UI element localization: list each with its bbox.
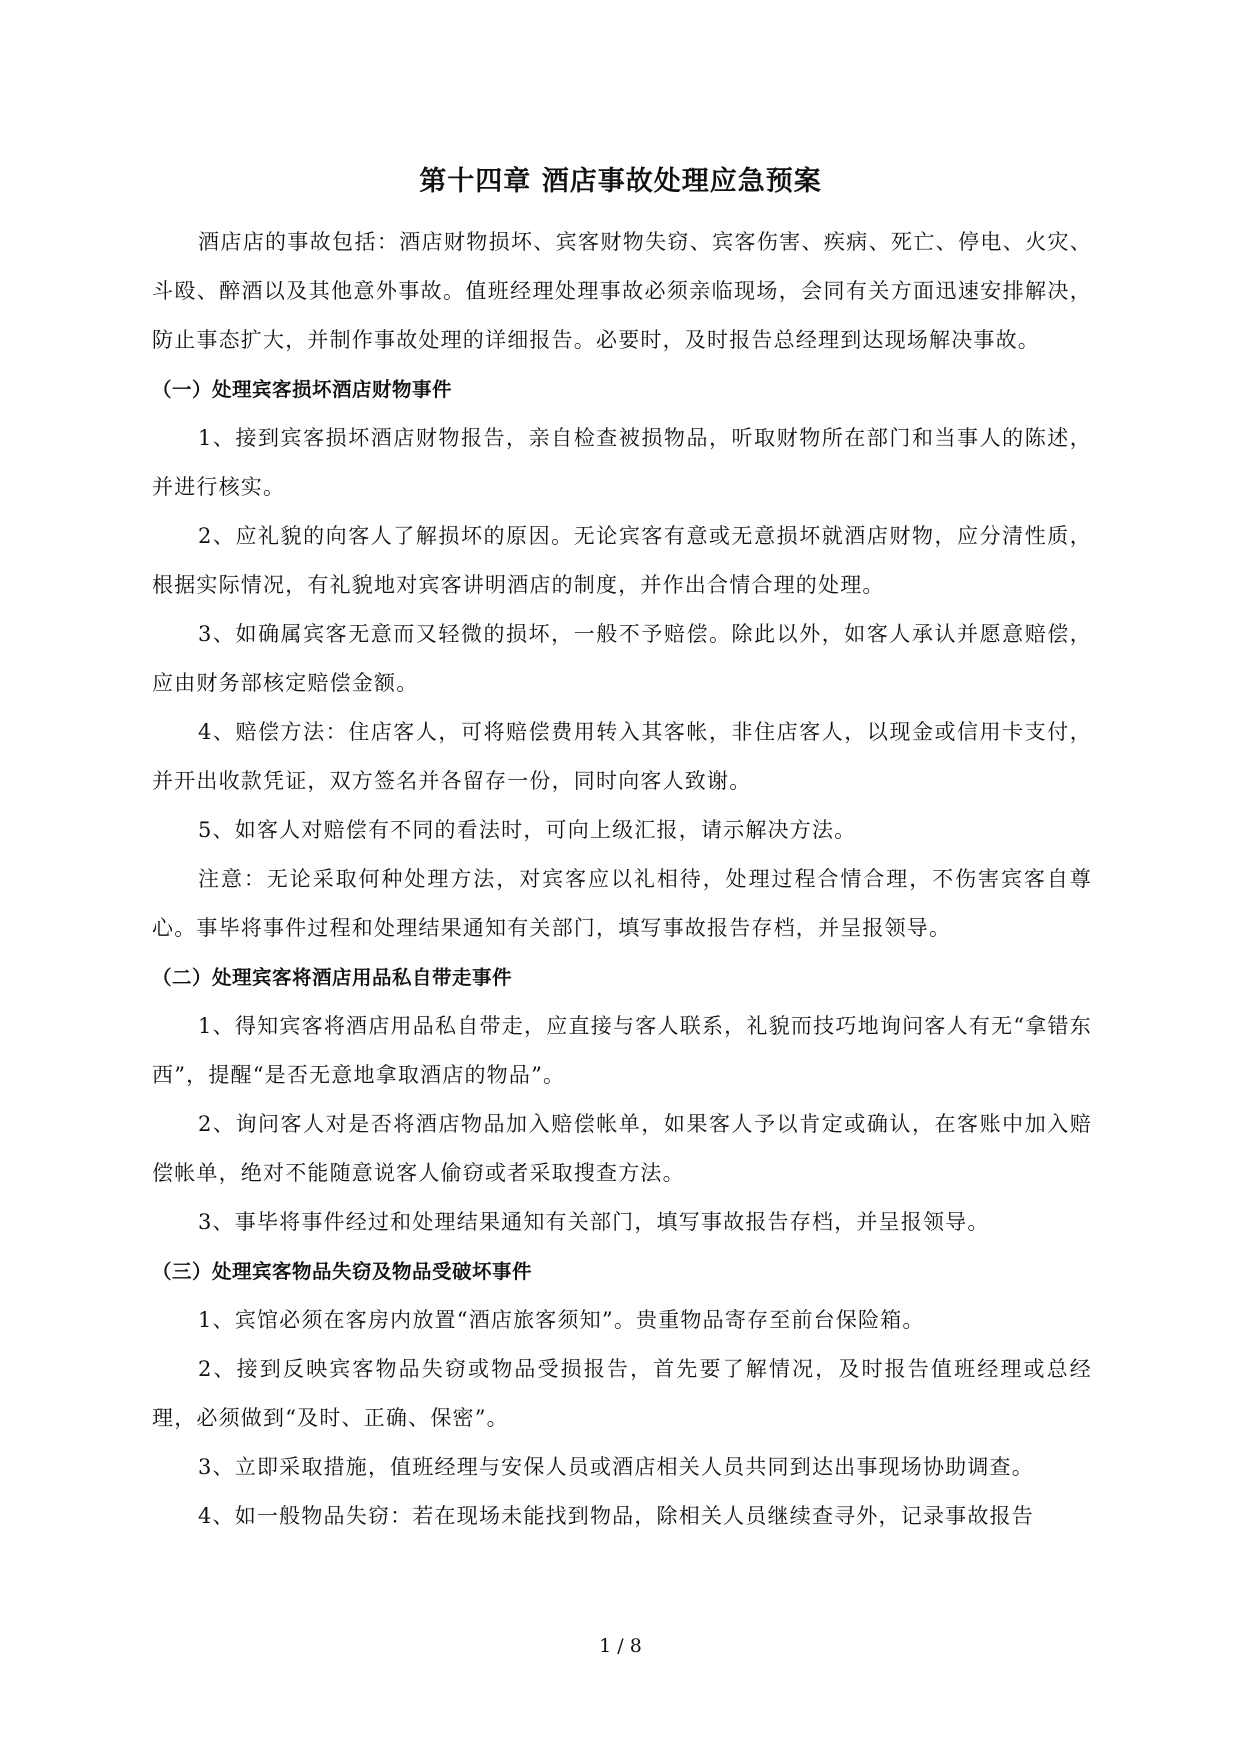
section-item: 4、赔偿方法：住店客人，可将赔偿费用转入其客帐，非住店客人，以现金或信用卡支付，并开出收款凭证，双方签名并各留存一份，同时向客人致谢。 [152, 720, 1092, 793]
section-item: 3、立即采取措施，值班经理与安保人员或酒店相关人员共同到达出事现场协助调查。 [198, 1455, 1034, 1479]
section-item: 4、如一般物品失窃：若在现场未能找到物品，除相关人员继续查寻外，记录事故报告 [198, 1504, 1034, 1528]
section-heading: （一）处理宾客损坏酒店财物事件 [152, 378, 453, 401]
section-item: 1、宾馆必须在客房内放置“酒店旅客须知”。贵重物品寄存至前台保险箱。 [198, 1308, 925, 1332]
page-number: 1 / 8 [599, 1635, 642, 1657]
document-body [152, 218, 1092, 1541]
section-note: 注意：无论采取何种处理方法，对宾客应以礼相待，处理过程合情合理，不伤害宾客自尊心。事毕将事件过程和处理结果通知有关部门，填写事故报告存档，并呈报领导。 [152, 867, 1092, 940]
section-heading: （二）处理宾客将酒店用品私自带走事件 [152, 966, 513, 989]
section-2 [152, 953, 1092, 1247]
section-3 [152, 1247, 1092, 1541]
section-item: 5、如客人对赔偿有不同的看法时，可向上级汇报，请示解决方法。 [198, 818, 857, 842]
section-item: 3、事毕将事件经过和处理结果通知有关部门，填写事故报告存档，并呈报领导。 [198, 1210, 990, 1234]
section-item: 2、应礼貌的向客人了解损坏的原因。无论宾客有意或无意损坏就酒店财物，应分清性质，根据实际情况，有礼貌地对宾客讲明酒店的制度，并作出合情合理的处理。 [152, 524, 1092, 597]
section-item: 1、得知宾客将酒店用品私自带走，应直接与客人联系，礼貌而技巧地询问客人有无“拿错东西”，提醒“是否无意地拿取酒店的物品”。 [152, 1014, 1092, 1087]
section-1 [152, 365, 1092, 953]
section-item: 2、接到反映宾客物品失窃或物品受损报告，首先要了解情况，及时报告值班经理或总经理，必须做到“及时、正确、保密”。 [152, 1357, 1092, 1430]
section-item: 3、如确属宾客无意而又轻微的损坏，一般不予赔偿。除此以外，如客人承认并愿意赔偿，应由财务部核定赔偿金额。 [152, 622, 1092, 695]
page-title: 第十四章 酒店事故处理应急预案 [419, 166, 822, 197]
section-item: 1、接到宾客损坏酒店财物报告，亲自检查被损物品，听取财物所在部门和当事人的陈述，并进行核实。 [152, 426, 1092, 499]
section-heading: （三）处理宾客物品失窃及物品受破坏事件 [152, 1260, 533, 1283]
intro-paragraph: 酒店店的事故包括：酒店财物损坏、宾客财物失窃、宾客伤害、疾病、死亡、停电、火灾、斗殴、醉酒以及其他意外事故。值班经理处理事故必须亲临现场，会同有关方面迅速安排解决，防止事态扩大，并制作事故处理的详细报告。必要时，及时报告总经理到达现场解决事故。 [152, 230, 1092, 352]
section-item: 2、询问客人对是否将酒店物品加入赔偿帐单，如果客人予以肯定或确认，在客账中加入赔偿帐单，绝对不能随意说客人偷窃或者采取搜查方法。 [152, 1112, 1092, 1185]
